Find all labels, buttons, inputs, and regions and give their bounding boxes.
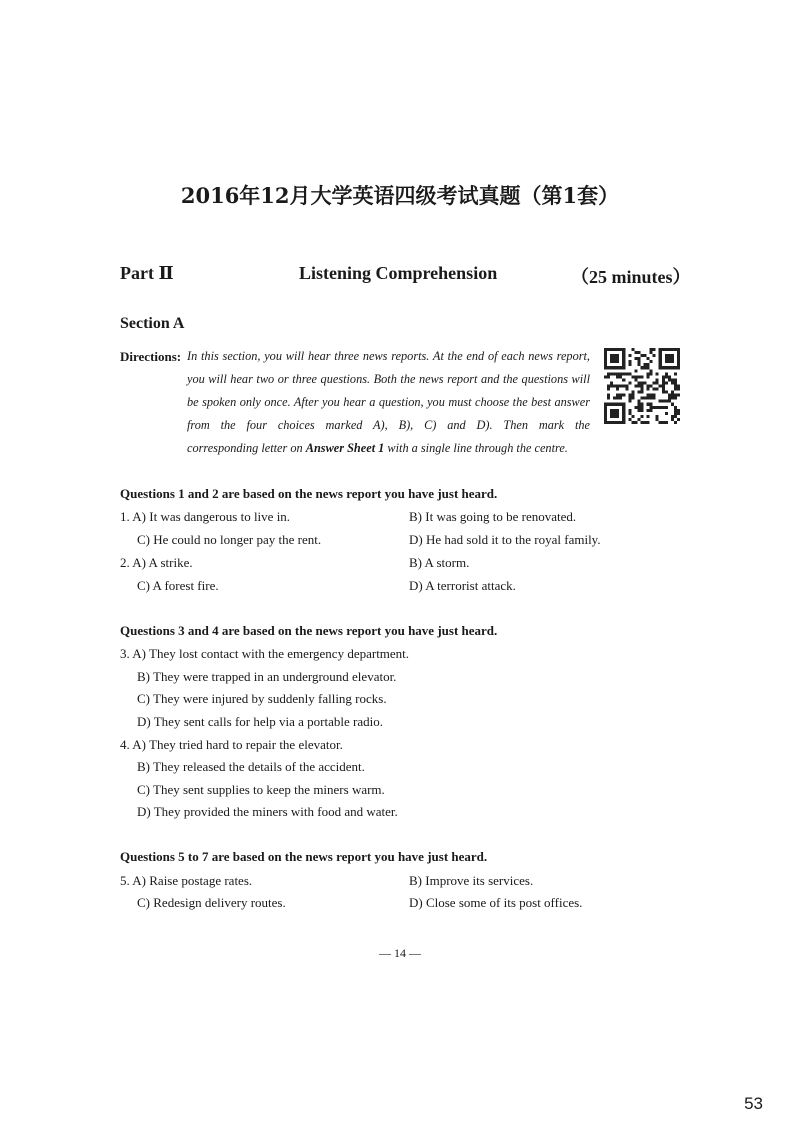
directions-text: with a single line through the centre. bbox=[384, 441, 568, 455]
question-group-heading: Questions 3 and 4 are based on the news report you have just heard. bbox=[120, 623, 498, 638]
answer-option: 3. A) They lost contact with the emergency department. bbox=[120, 646, 410, 661]
answer-option: C) A forest fire. bbox=[137, 578, 219, 593]
answer-option: B) A storm. bbox=[409, 555, 470, 570]
directions-text: corresponding letter on bbox=[187, 441, 306, 455]
corner-page-number: 53 bbox=[744, 1094, 763, 1113]
answer-option: 2. A) A strike. bbox=[120, 555, 193, 570]
section-title: Section A bbox=[120, 315, 185, 332]
directions-line: be spoken only once. After you hear a question, you must choose the best answer bbox=[187, 395, 590, 409]
part-name: Listening Comprehension bbox=[299, 263, 498, 283]
answer-option: C) They sent supplies to keep the miners warm. bbox=[137, 782, 385, 797]
question-group-heading: Questions 5 to 7 are based on the news report you have just heard. bbox=[120, 849, 488, 864]
directions-line: from the four choices marked A), B), C) and D). Then mark the bbox=[187, 418, 590, 432]
answer-option: C) They were injured by suddenly falling rocks. bbox=[137, 691, 387, 706]
directions-line: In this section, you will hear three news reports. At the end of each news report, bbox=[187, 349, 590, 363]
answer-option: D) A terrorist attack. bbox=[409, 578, 516, 593]
part-label: Part Ⅱ bbox=[120, 263, 174, 283]
answer-option: C) He could no longer pay the rent. bbox=[137, 532, 322, 547]
answer-option: D) Close some of its post offices. bbox=[409, 895, 583, 910]
answer-option: B) They were trapped in an underground elevator. bbox=[137, 669, 397, 684]
directions-line: you will hear two or three questions. Both the news report and the questions will bbox=[187, 372, 590, 386]
answer-option: D) They provided the miners with food and water. bbox=[137, 804, 398, 819]
answer-sheet-label: Answer Sheet 1 bbox=[305, 441, 385, 455]
exam-title: 2016年12月大学英语四级考试真题（第1套） bbox=[180, 183, 620, 208]
directions-label: Directions: bbox=[120, 349, 182, 364]
answer-option: B) They released the details of the accident. bbox=[137, 759, 365, 774]
answer-option: 5. A) Raise postage rates. bbox=[120, 873, 253, 888]
page-number: — 14 — bbox=[379, 946, 421, 960]
part-time: （25 minutes） bbox=[571, 267, 691, 287]
question-group-heading: Questions 1 and 2 are based on the news report you have just heard. bbox=[120, 486, 498, 501]
answer-option: D) They sent calls for help via a portable radio. bbox=[137, 714, 383, 729]
qr-code-icon bbox=[604, 348, 680, 424]
directions-line-last bbox=[187, 437, 590, 460]
answer-option: C) Redesign delivery routes. bbox=[137, 895, 286, 910]
answer-option: 4. A) They tried hard to repair the elevator. bbox=[120, 737, 343, 752]
answer-option: B) It was going to be renovated. bbox=[409, 509, 577, 524]
answer-option: B) Improve its services. bbox=[409, 873, 534, 888]
answer-option: D) He had sold it to the royal family. bbox=[409, 532, 601, 547]
answer-option: 1. A) It was dangerous to live in. bbox=[120, 509, 291, 524]
